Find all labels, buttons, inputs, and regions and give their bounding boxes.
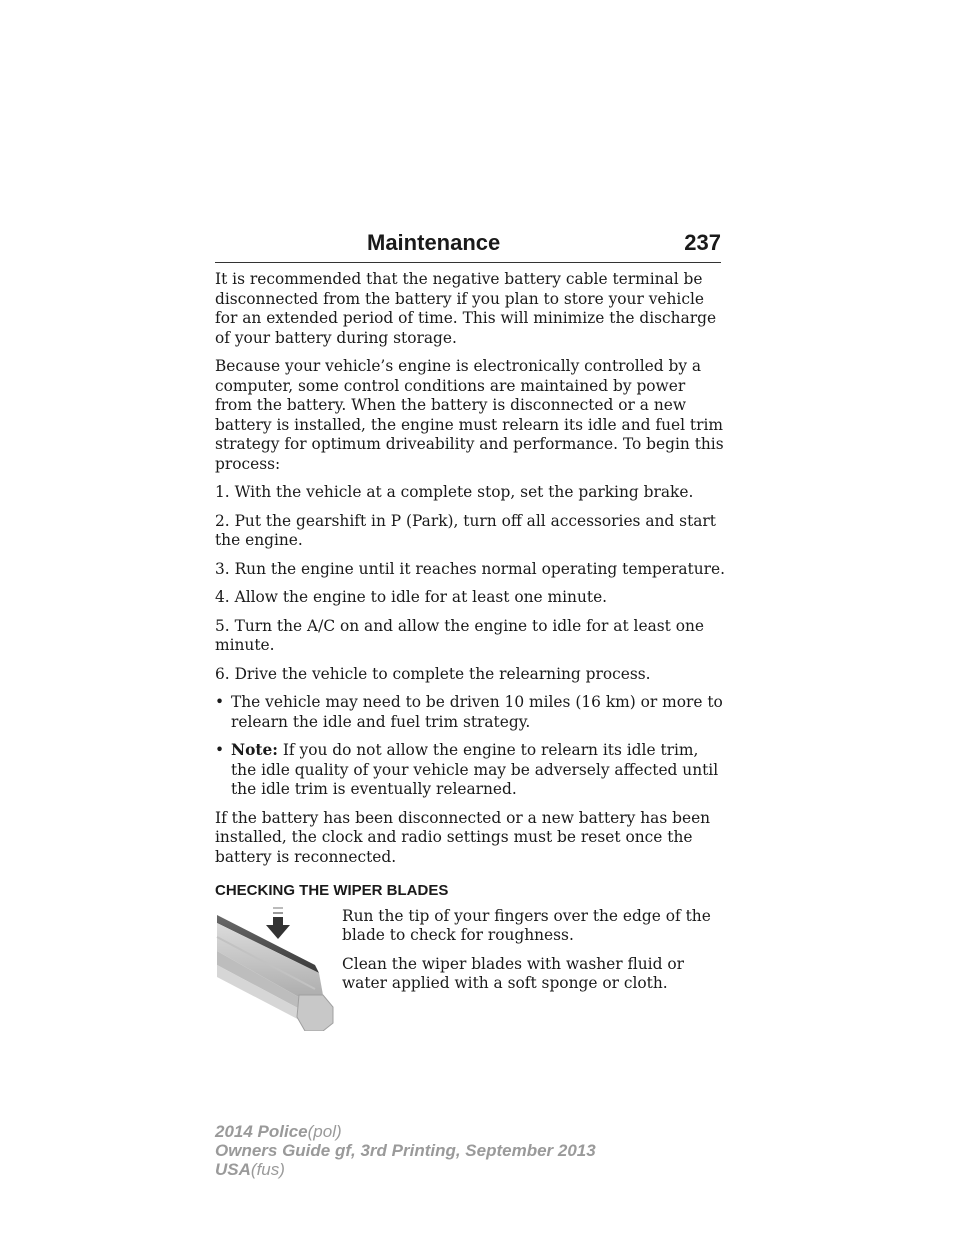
section-title: Maintenance [367,230,501,255]
step-1: 1. With the vehicle at a complete stop, set the parking brake. [215,483,694,501]
bullet-drive-distance [215,693,725,732]
bullet-symbol: • [215,693,225,711]
note-label: Note: [231,741,278,759]
footer-guide-line: Owners Guide gf, 3rd Printing, September 2013 [215,1141,596,1160]
page-header [215,228,721,263]
footer-model: 2014 Police [215,1122,308,1141]
bullet-text: The vehicle may need to be driven 10 miles (16 km) or more to relearn the idle and fuel trim strategy. [231,693,723,731]
step-4: 4. Allow the engine to idle for at least one minute. [215,588,608,606]
page-number: 237 [684,230,721,255]
bullet-note [215,741,725,800]
wiper-clean-text: Clean the wiper blades with washer fluid or water applied with a soft sponge or cloth. [342,954,684,992]
bullet-symbol: • [215,741,225,759]
wiper-section [215,907,725,1047]
page-footer [215,1122,596,1179]
footer-model-line [215,1122,596,1141]
footer-market-line [215,1160,596,1179]
step-3: 3. Run the engine until it reaches normal operating temperature. [215,559,725,578]
step-6: 6. Drive the vehicle to complete the relearning process. [215,664,651,683]
footer-market-code: (fus) [250,1160,285,1179]
paragraph-relearn-intro: Because your vehicle’s engine is electronically controlled by a computer, some control conditions are maintained by power from the battery. When the battery is disconnected or a new battery is installed, the engine must relearn its idle and fuel trim strategy for optimum driveability and performance. To begin this process: [215,357,724,473]
down-arrow-icon [266,907,290,939]
page-body [215,270,725,1047]
footer-market: USA [215,1160,251,1179]
paragraph-battery-storage: It is recommended that the negative battery cable terminal be disconnected from the battery if you plan to store your vehicle for an extended period of time. This will minimize the discharge of your battery during storage. [215,270,717,347]
bullet-text: If you do not allow the engine to relearn its idle trim, the idle quality of your vehicle may be adversely affected until the idle trim is eventually relearned. [231,741,719,798]
footer-model-code: (pol) [307,1122,342,1141]
wiper-section-heading: CHECKING THE WIPER BLADES [215,882,449,899]
paragraph-clock-radio: If the battery has been disconnected or a new battery has been installed, the clock and radio settings must be reset once the battery is reconnected. [215,808,711,866]
wiper-blade-illustration [215,907,335,1031]
wiper-instructions [342,907,725,1003]
wiper-check-text: Run the tip of your fingers over the edge of the blade to check for roughness. [342,906,711,944]
step-2: 2. Put the gearshift in P (Park), turn off all accessories and start the engine. [215,511,716,549]
step-5: 5. Turn the A/C on and allow the engine to idle for at least one minute. [215,616,705,654]
